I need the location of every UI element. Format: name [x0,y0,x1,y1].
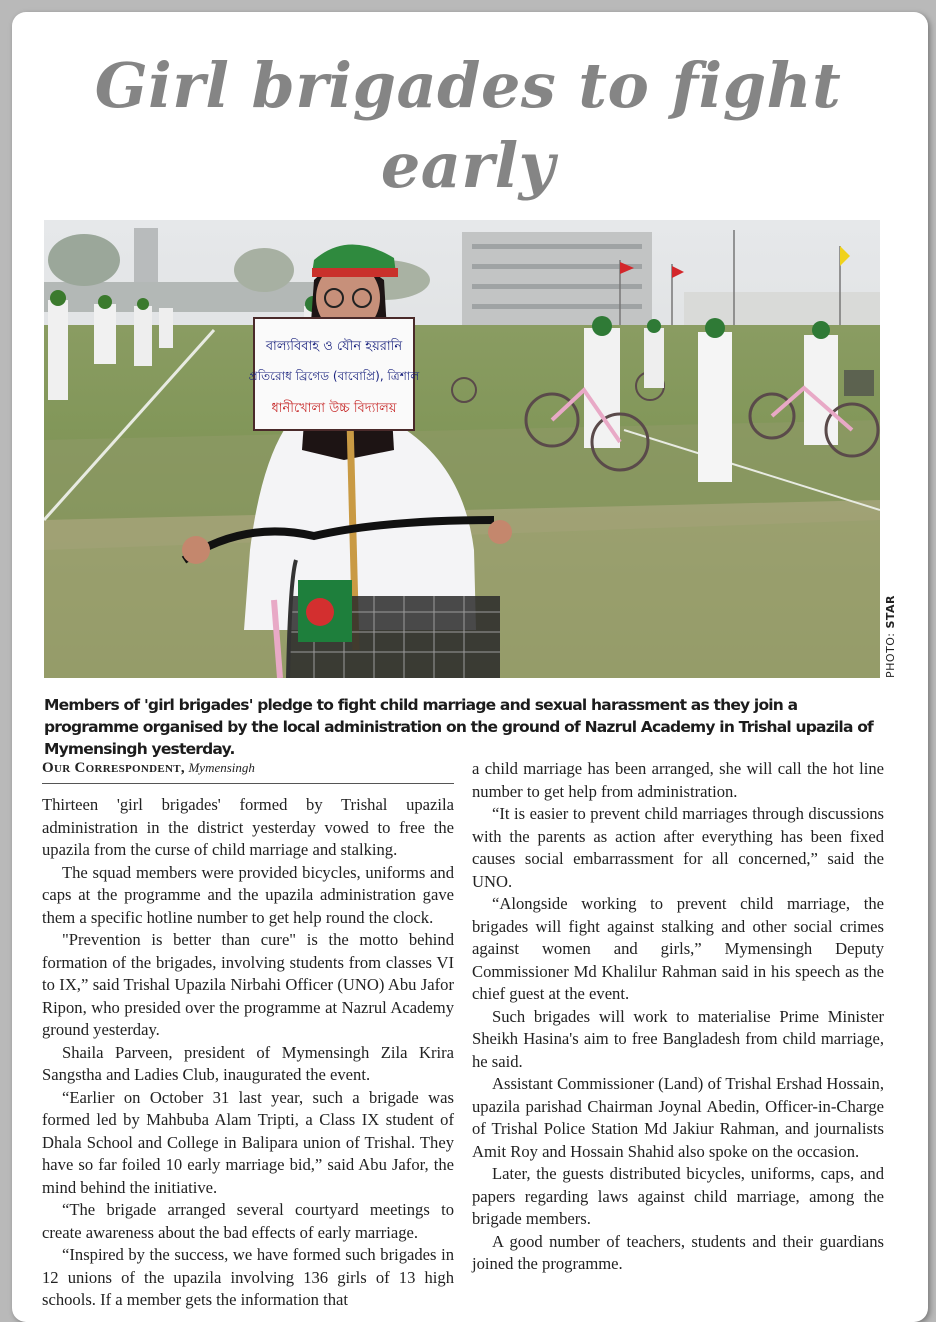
sign-line-1: বাল্যবিবাহ ও যৌন হয়রানি [265,339,403,354]
paragraph: “Alongside working to prevent child marriage, the brigades will fight against stalking and other social crimes against women and girls,” Mymensingh Deputy Commissioner Md Khalilur Rahman said in his speech as the chief guest at the event. [472,894,884,1003]
sign-line-3: ধানীখোলা উচ্চ বিদ্যালয় [271,401,397,416]
photo-credit [884,595,897,678]
paragraph: Later, the guests distributed bicycles, uniforms, caps, and papers regarding laws against child marriage, among the brigade members. [472,1164,884,1228]
paragraph: Shaila Parveen, president of Mymensingh Zila Krira Sangstha and Ladies Club, inaugurated the event. [42,1042,454,1084]
byline-author: Our Correspondent, [42,760,185,776]
headline-line-1: Girl brigades to fight early [94,49,842,202]
photo-illustration [44,220,880,678]
paragraph: "Prevention is better than cure" is the motto behind formation of the brigades, involving students from classes VI to IX,” said Trishal Upazila Nirbahi Officer (UNO) Abu Jafor Ripon, who presided over the programme at Nazrul Academy ground yesterday. [42,930,454,1039]
paragraph: “Inspired by the success, we have formed such brigades in 12 unions of the upazila involving 136 girls of 13 high schools. If a member gets the information that [42,1245,454,1309]
news-photo [44,220,880,678]
byline-location: Mymensingh [188,760,255,775]
paragraph: Assistant Commissioner (Land) of Trishal Ershad Hossain, upazila parishad Chairman Joynal Abedin, Officer-in-Charge of Trishal Police Station Md Jakiur Rahman, and journalists Amit Roy and Hossain Shahid also spoke on the occasion. [472,1074,884,1161]
paragraph: “Earlier on October 31 last year, such a brigade was formed led by Mahbuba Alam Tripti, a Class IX student of Dhala School and College in Balipara union of Trishal. They have so far foiled 10 early marriage bid,” said Abu Jafor, the mind behind the initiative. [42,1087,454,1197]
photo-credit-name: STAR [884,594,897,629]
paragraph: Such brigades will work to materialise Prime Minister Sheikh Hasina's aim to free Bangladesh from child marriage, he said. [472,1006,884,1071]
byline [42,760,454,784]
article-column-right [472,758,884,1276]
paragraph: “The brigade arranged several courtyard meetings to create awareness about the bad effects of early marriage. [42,1200,454,1242]
paragraph: a child marriage has been arranged, she will call the hot line number to get help from administration. [472,759,884,801]
sign-line-2: প্রতিরোধ ব্রিগেড (বাবোপ্রি), ত্রিশাল [248,369,420,383]
paragraph: “It is easier to prevent child marriages through discussions with the parents as action after everything has been fixed causes social embarrassment for all concerned,” said the UNO. [472,804,884,891]
paragraph: A good number of teachers, students and their guardians joined the programme. [472,1231,884,1273]
photo-caption: Members of 'girl brigades' pledge to fight child marriage and sexual harassment as they join a programme organised by the local administration on the ground of Nazrul Academy in Trishal upazila of Mymensingh yesterday. [44,696,873,758]
paragraph: Thirteen 'girl brigades' formed by Trishal upazila administration in the district yesterday vowed to free the upazila from the curse of child marriage and stalking. [42,795,454,859]
article-column-left [42,794,454,1312]
photo-credit-prefix: PHOTO: [884,628,897,678]
paragraph: The squad members were provided bicycles, uniforms and caps at the programme and the upazila administration gave them a specific hotline number to get help round the clock. [42,862,454,927]
